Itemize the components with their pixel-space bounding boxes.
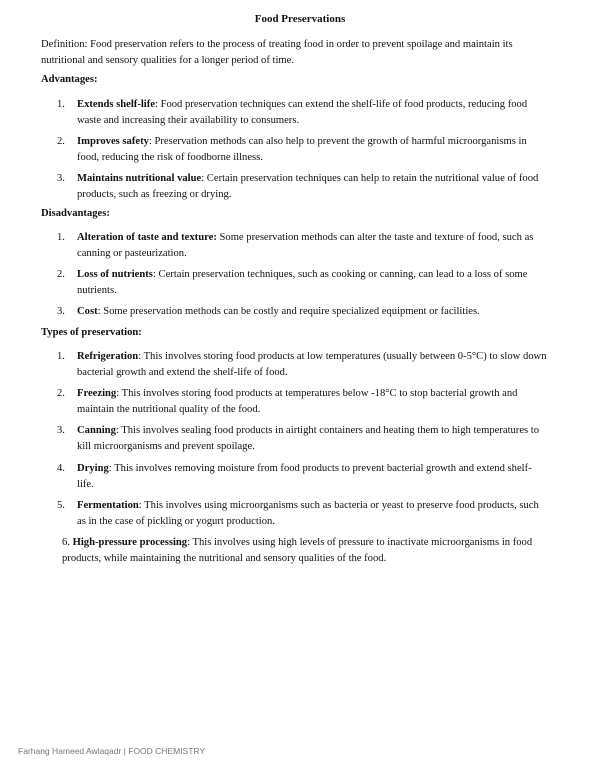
advantage-item: 1. Extends shelf-life: Food preservation techniques can extend the shelf-life of food products, reducing food waste and increasing their availability to consumers. [57, 99, 528, 126]
disadvantage-item: 3. Cost: Some preservation methods can be costly and require specialized equipment or facilities. [57, 306, 480, 317]
type-item: 5. Fermentation: This involves using microorganisms such as bacteria or yeast to preserve food products, such as in the case of pickling or yogurt production. [57, 500, 539, 527]
page-title: Food Preservations [254, 13, 346, 25]
type-item: 6. High-pressure processing: This involves using high levels of pressure to inactivate microorganisms in food products, while maintaining the nutritional and sensory qualities of the food. [62, 537, 533, 564]
types-heading: Types of preservation: [41, 327, 142, 338]
advantage-item: 3. Maintains nutritional value: Certain preservation techniques can help to retain the nutritional value of food products, such as freezing or drying. [57, 173, 539, 200]
type-item: 4. Drying: This involves removing moisture from food products to prevent bacterial growth and extend shelf-life. [57, 463, 532, 490]
advantage-item: 2. Improves safety: Preservation methods can also help to prevent the growth of harmful microorganisms in food, reducing the risk of foodborne illness. [57, 136, 527, 163]
disadvantage-item: 1. Alteration of taste and texture: Some preservation methods can alter the taste and texture of food, such as canning or pasteurization. [57, 232, 534, 259]
disadvantages-heading: Disadvantages: [41, 208, 110, 219]
type-item: 1. Refrigeration: This involves storing food products at low temperatures (usually between 0-5°C) to slow down bacterial growth and extend the shelf-life of food. [57, 351, 547, 378]
definition-paragraph: Definition: Food preservation refers to the process of treating food in order to prevent spoilage and maintain its nutritional and sensory qualities for a longer period of time. [41, 39, 513, 66]
type-item: 3. Canning: This involves sealing food products in airtight containers and heating them to high temperatures to kill microorganisms and prevent spoilage. [57, 425, 540, 452]
advantages-heading: Advantages: [41, 74, 98, 85]
type-item: 2. Freezing: This involves storing food products at temperatures below -18°C to stop bacterial growth and maintain the nutritional quality of the food. [57, 388, 518, 415]
disadvantage-item: 2. Loss of nutrients: Certain preservation techniques, such as cooking or canning, can lead to a loss of some nutrients. [57, 269, 528, 296]
page-footer: Farhang Hameed Awlaqadr | FOOD CHEMISTRY [18, 746, 206, 756]
